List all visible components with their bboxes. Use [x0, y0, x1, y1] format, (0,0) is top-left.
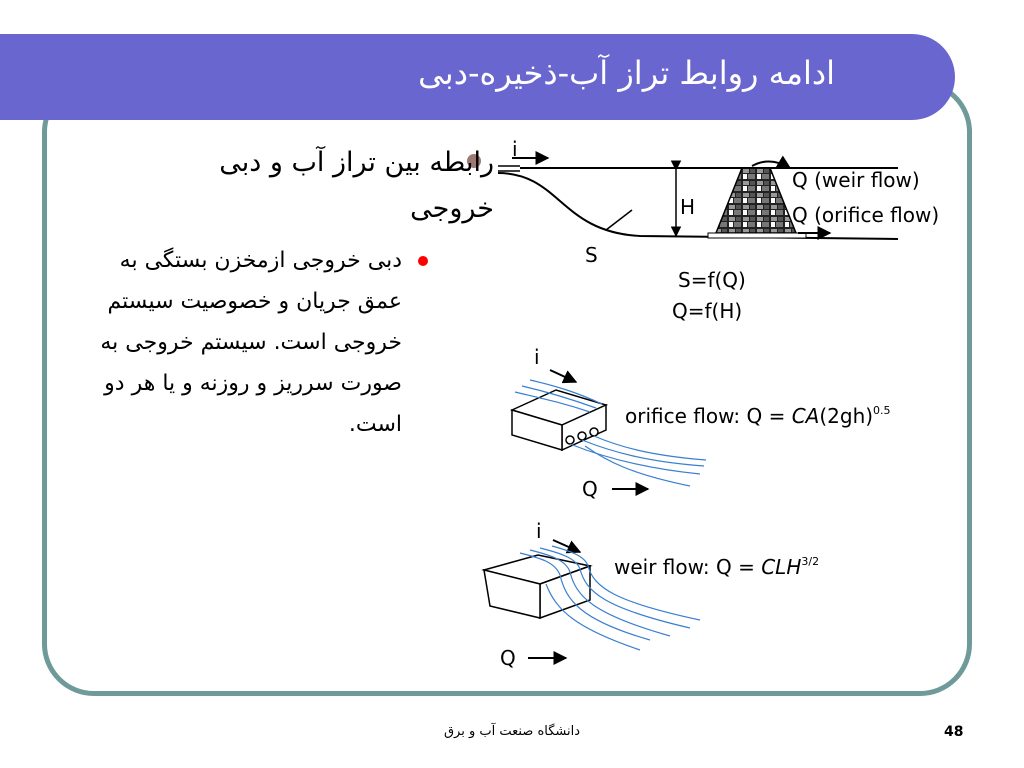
- storage-label: S: [585, 243, 598, 267]
- head-label: H: [680, 195, 696, 219]
- storage-equation: S=f(Q): [678, 268, 746, 292]
- rockfill-dam: [716, 168, 796, 233]
- slope-label-3: i: [536, 519, 542, 543]
- bullet-secondary: دبی خروجی ازمخزن بستگی به عمق جریان و خصوصیت سیستم خروجی است. سیستم خروجی به صورت سرریز و روزنه و یا هر دو است.: [100, 248, 402, 437]
- slope-label-1: i: [512, 137, 518, 161]
- slide-title: ادامه روابط تراز آب-ذخیره-دبی: [418, 54, 835, 92]
- slope-label-2: i: [534, 345, 540, 369]
- weir-equation: weir flow: $Q = CLH^{3/2}$: [614, 555, 820, 579]
- orifice-diagram: [512, 345, 891, 501]
- bullet-primary: رابطه بین تراز آب و دبی خروجی: [219, 147, 494, 224]
- weir-diagram: [484, 519, 819, 670]
- orifice-equation: orifice flow: $Q = CA(2gh)^{0.5}$: [625, 404, 891, 428]
- orifice-flow-label: Q (orifice flow): [792, 203, 940, 227]
- weir-flow-label: Q (weir flow): [792, 168, 920, 192]
- footer-university: دانشگاه صنعت آب و برق: [443, 724, 581, 739]
- footer: [0, 724, 1024, 739]
- page-number: 48: [944, 724, 964, 740]
- discharge-equation: Q=f(H): [672, 299, 743, 323]
- discharge-label-weir: Q: [500, 646, 516, 670]
- reservoir-diagram: [498, 137, 939, 323]
- discharge-label-orifice: Q: [582, 477, 598, 501]
